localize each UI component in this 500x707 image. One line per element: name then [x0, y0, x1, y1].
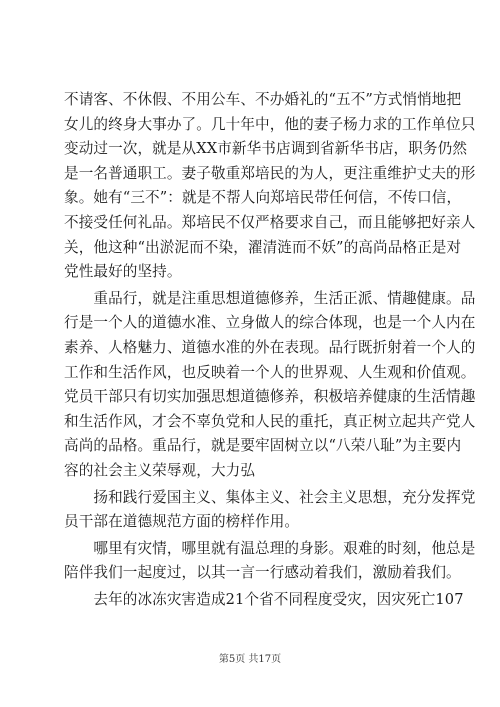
text-line: 行是一个人的道德水准、立身做人的综合体现，也是一个人内在 — [64, 314, 476, 332]
text-line: 是一名普通职工。妻子敬重郑培民的为人，更注重维护丈夫的形 — [64, 164, 476, 182]
text-line: 象。她有“三不”：就是不帮人向郑培民带任何信，不传口信， — [64, 189, 462, 207]
text-line: 和生活作风，才会不辜负党和人民的重托，真正树立起共产党人 — [64, 412, 476, 430]
text-line: 女儿的终身大事办了。几十年中，他的妻子杨力求的工作单位只 — [64, 115, 476, 133]
text-line: 重品行，就是注重思想道德修养，生活正派、情趣健康。品 — [64, 289, 476, 307]
text-line: 去年的冰冻灾害造成21个省不同程度受灾，因灾死亡107 — [64, 590, 464, 608]
text-line: 党员干部只有切实加强思想道德修养，积极培养健康的生活情趣 — [64, 388, 476, 406]
text-line: 扬和践行爱国主义、集体主义、社会主义思想，充分发挥党 — [64, 488, 476, 506]
text-line: 陪伴我们一起度过，以其一言一行感动着我们，激励着我们。 — [64, 564, 461, 582]
text-line: 关，他这种“出淤泥而不染，濯清涟而不妖”的高尚品格正是对 — [64, 238, 462, 256]
text-line: 工作和生活作风，也反映着一个人的世界观、人生观和价值观。 — [64, 363, 476, 381]
text-line: 不接受任何礼品。郑培民不仅严格要求自己，而且能够把好亲人 — [64, 213, 476, 231]
text-line: 党性最好的坚持。 — [64, 263, 182, 281]
body-text — [64, 88, 476, 612]
text-line: 变动过一次，就是从XX市新华书店调到省新华书店，职务仍然 — [64, 140, 468, 158]
text-line: 不请客、不休假、不用公车、不办婚礼的“五不”方式悄悄地把 — [64, 91, 462, 108]
text-line: 哪里有灾情，哪里就有温总理的身影。艰难的时刻，他总是 — [64, 539, 476, 557]
text-line: 高尚的品格。重品行，就是要牢固树立以“八荣八耻”为主要内 — [64, 437, 462, 455]
text-line: 容的社会主义荣辱观，大力弘 — [64, 461, 256, 479]
text-line: 素养、人格魅力、道德水准的外在表现。品行既折射着一个人的 — [64, 338, 476, 356]
text-line: 员干部在道德规范方面的榜样作用。 — [64, 513, 300, 531]
page-footer: 第5页 共17页 — [218, 654, 282, 665]
